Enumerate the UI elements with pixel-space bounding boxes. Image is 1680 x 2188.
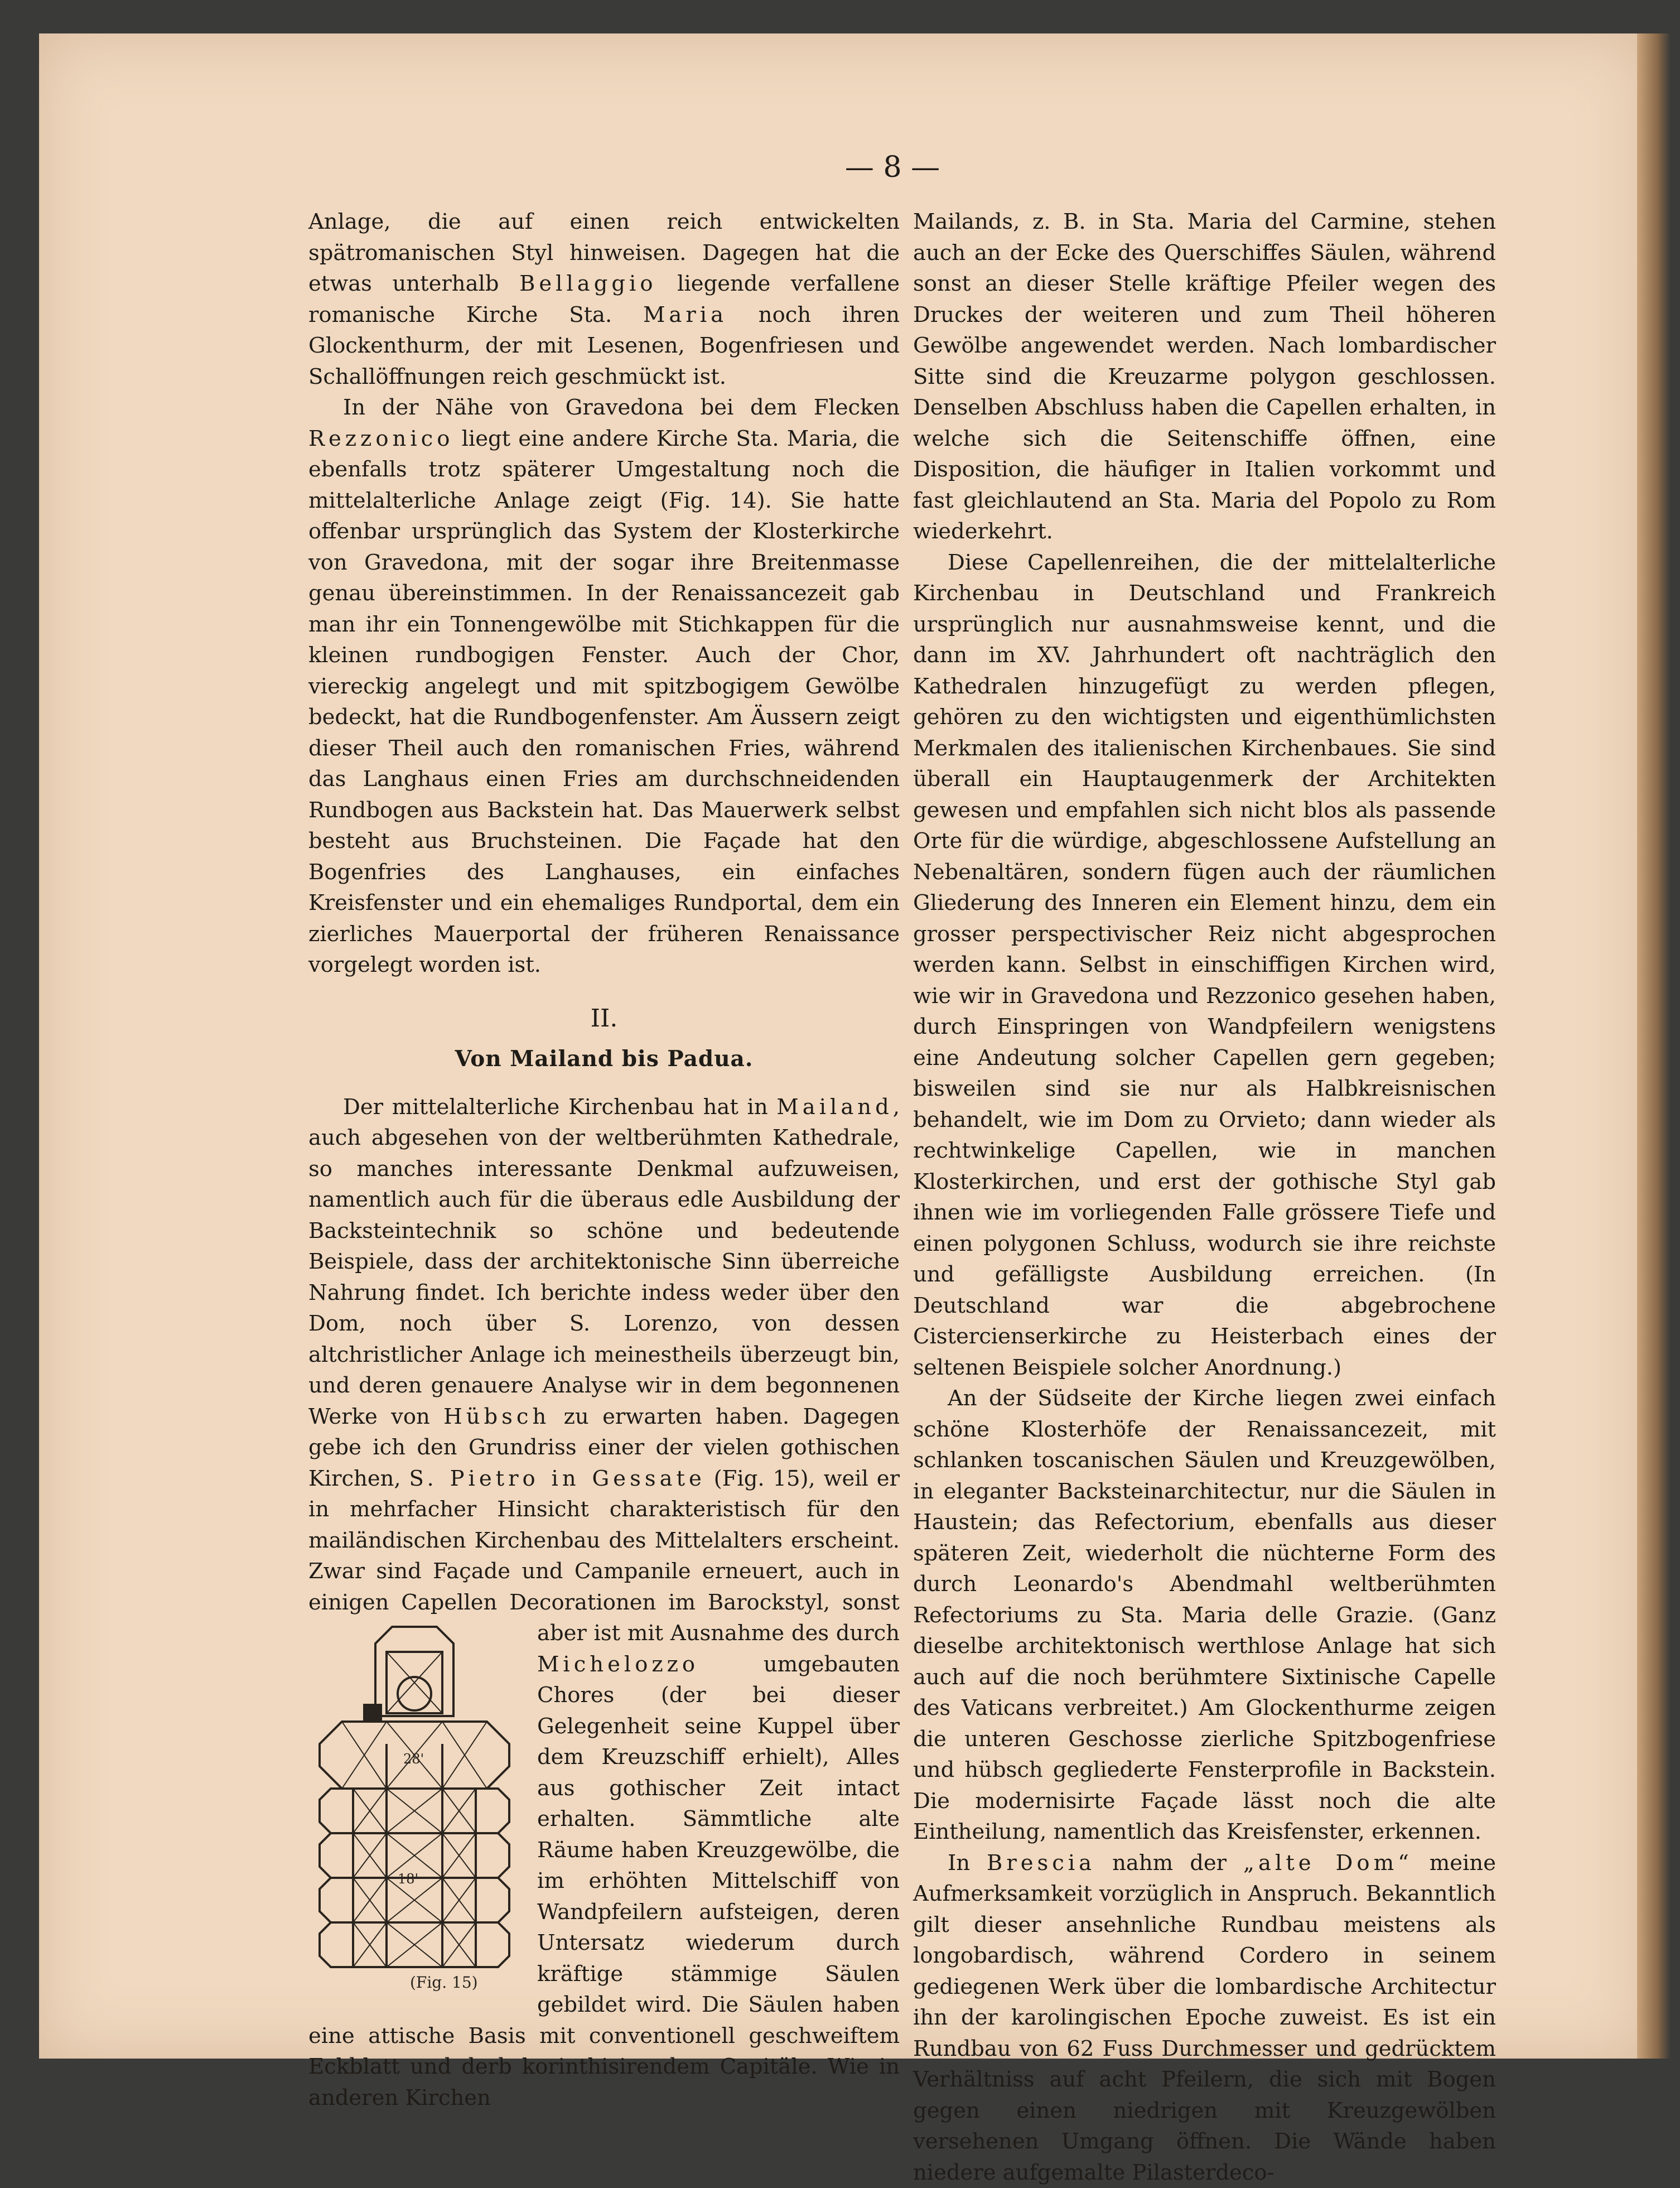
paragraph: Diese Capellenreihen, die der mittelalterliche Kirchenbau in Deutschland und Frankreich ursprünglich nur ausnahmsweise kennt, und die dann im XV. Jahrhundert oft nachträglich den Kathedralen hinzugefügt zu werden pflegen, gehören zu den wichtigsten und eigenthümlichsten Merkmalen des italienischen Kirchenbaues. Sie sind überall ein Hauptaugenmerk der Architekten gewesen und empfahlen sich nicht blos als passende Orte für die würdige, abgeschlossene Aufstellung an Nebenaltären, sondern fügen auch der räumlichen Gliederung des Inneren ein Element hinzu, dem ein grosser perspectivischer Reiz nicht abgesprochen werden kann. Selbst in einschiffigen Kirchen wird, wie wir in Gravedona und Rezzonico gesehen haben, durch Einspringen von Wandpfeilern wenigstens eine Andeutung solcher Capellen gern gegeben; bisweilen sind sie nur als Halbkreisnischen behandelt, wie im Dom zu Orvieto; dann wieder als rechtwinkelige Capellen, wie in manchen Klosterkirchen, und erst der gothische Styl gab ihnen wie im vorliegenden Falle grössere Tiefe und einen polygonen Schluss, wodurch sie ihre reichste und gefälligste Ausbildung erreichen. (In Deutschland war die abgebrochene Cistercienserkirche zu Heisterbach eines der seltenen Beispiele solcher Anordnung.) bbox=[913, 547, 1496, 1384]
paragraph: Der mittelalterliche Kirchenbau hat in Mailand, auch abgesehen von der weltberühmten Kathedrale, so manches interessante Denkmal aufzuweisen, namentlich auch für die überaus edle Ausbildung der Backsteintechnik so schöne und bedeutende Beispiele, dass der architektonische Sinn überreiche Nahrung findet. Ich berichte indess weder über den Dom, noch über S. Lorenzo, von dessen altchristlicher Anlage ich meinestheils überzeugt bin, und deren genauere Analyse wir in dem begonnenen Werke von Hübsch zu erwarten haben. Dagegen gebe ich den Grundriss einer der vielen gothischen Kirchen, S. Pietro in Gessate (Fig. 15), weil er in mehrfacher Hinsicht charakteristisch für den mailändischen Kirchenbau des Mittelalters erscheint. Zwar sind Façade und Campanile erneuert, auch in einigen Capellen Decorationen im Barockstyl, sonst aber ist mit Ausnahme des durch 28' 18' (Fig. 15) Michelozzo umgebauten Chores (der bei dieser Gelegenheit seine Kuppel über dem Kreuzschiff erhielt), Alles aus gothischer Zeit intact erhalten. Sämmtliche alte Räume haben Kreuzgewölbe, die im erhöhten Mittelschiff von Wandpfeilern aufsteigen, deren Untersatz wiederum durch kräftige stämmige Säulen gebildet wird. Die Säulen haben eine attische Basis mit conventionell geschweiftem Eckblatt und derb korinthisirendem Capitäle. Wie in anderen Kirchen bbox=[308, 1092, 900, 2114]
section-number: II. bbox=[308, 1003, 900, 1034]
right-column bbox=[913, 206, 1496, 2188]
paragraph: Anlage, die auf einen reich entwickelten spätromanischen Styl hinweisen. Dagegen hat die etwas unterhalb Bellaggio liegende verfallene romanische Kirche Sta. Maria noch ihren Glockenthurm, der mit Lesenen, Bogenfriesen und Schallöffnungen reich geschmückt ist. bbox=[308, 206, 900, 392]
paragraph: In Brescia nahm der „alte Dom“ meine Aufmerksamkeit vorzüglich in Anspruch. Bekanntlich gilt dieser ansehnliche Rundbau meistens als longobardisch, während Cordero in seinem gediegenen Werk über die lombardische Architectur ihn der karolingischen Epoche zuweist. Es ist ein Rundbau von 62 Fuss Durchmesser und gedrücktem Verhältniss auf acht Pfeilern, die sich mit Bogen gegen einen niedrigen mit Kreuzgewölben versehenen Umgang öffnen. Die Wände haben niedere aufgemalte Pilasterdeco- bbox=[913, 1848, 1496, 2188]
section-title: Von Mailand bis Padua. bbox=[308, 1044, 900, 1075]
left-column bbox=[308, 206, 900, 2113]
dimension-label-b: 18' bbox=[398, 1871, 418, 1887]
paragraph: In der Nähe von Gravedona bei dem Flecken Rezzonico liegt eine andere Kirche Sta. Maria, die ebenfalls trotz späterer Umgestaltung noch die mittelalterliche Anlage zeigt (Fig. 14). Sie hatte offenbar ursprünglich das System der Klosterkirche von Gravedona, mit der sogar ihre Breitenmasse genau übereinstimmen. In der Renaissancezeit gab man ihr ein Tonnengewölbe mit Stichkappen für die kleinen rundbogigen Fenster. Auch der Chor, viereckig angelegt und mit spitzbogigem Gewölbe bedeckt, hat die Rundbogenfenster. Am Äussern zeigt dieser Theil auch den romanischen Fries, während das Langhaus einen Fries am durchschneidenden Rundbogen aus Backstein hat. Das Mauerwerk selbst besteht aus Bruchsteinen. Die Façade hat den Bogenfries des Langhauses, ein einfaches Kreisfenster und ein ehemaliges Rundportal, dem ein zierliches Mauerportal der früheren Renaissance vorgelegt worden ist. bbox=[308, 392, 900, 981]
floor-plan-drawing bbox=[308, 1621, 520, 2012]
floor-plan-figure bbox=[308, 1621, 520, 2012]
figure-caption: (Fig. 15) bbox=[375, 1967, 478, 1998]
paragraph: Mailands, z. B. in Sta. Maria del Carmine, stehen auch an der Ecke des Querschiffes Säulen, während sonst an dieser Stelle kräftige Pfeiler wegen des Druckes der weiteren und zum Theil höheren Gewölbe angewendet werden. Nach lombardischer Sitte sind die Kreuzarme polygon geschlossen. Denselben Abschluss haben die Capellen erhalten, in welche sich die Seitenschiffe öffnen, eine Disposition, die häufiger in Italien vorkommt und fast gleichlautend an Sta. Maria del Popolo zu Rom wiederkehrt. bbox=[913, 206, 1496, 547]
page-number: — 8 — bbox=[809, 151, 976, 184]
dimension-label-a: 28' bbox=[403, 1751, 424, 1767]
paragraph: An der Südseite der Kirche liegen zwei einfach schöne Klosterhöfe der Renaissancezeit, mit schlanken toscanischen Säulen und Kreuzgewölben, in eleganter Backsteinarchitectur, nur die Säulen in Haustein; das Refectorium, ebenfalls aus dieser späteren Zeit, wiederholt die nüchterne Form des durch Leonardo's Abendmahl weltberühmten Refectoriums zu Sta. Maria delle Grazie. (Ganz dieselbe architektonisch werthlose Anlage hat sich auch auf die noch berühmtere Sixtinische Capelle des Vaticans verbreitet.) Am Glockenthurme zeigen die unteren Geschosse zierliche Spitzbogenfriese und hübsch gegliederte Fensterprofile in Backstein. Die modernisirte Façade lässt noch die alte Eintheilung, namentlich das Kreisfenster, erkennen. bbox=[913, 1383, 1496, 1848]
page-right-edge bbox=[1637, 33, 1671, 2059]
